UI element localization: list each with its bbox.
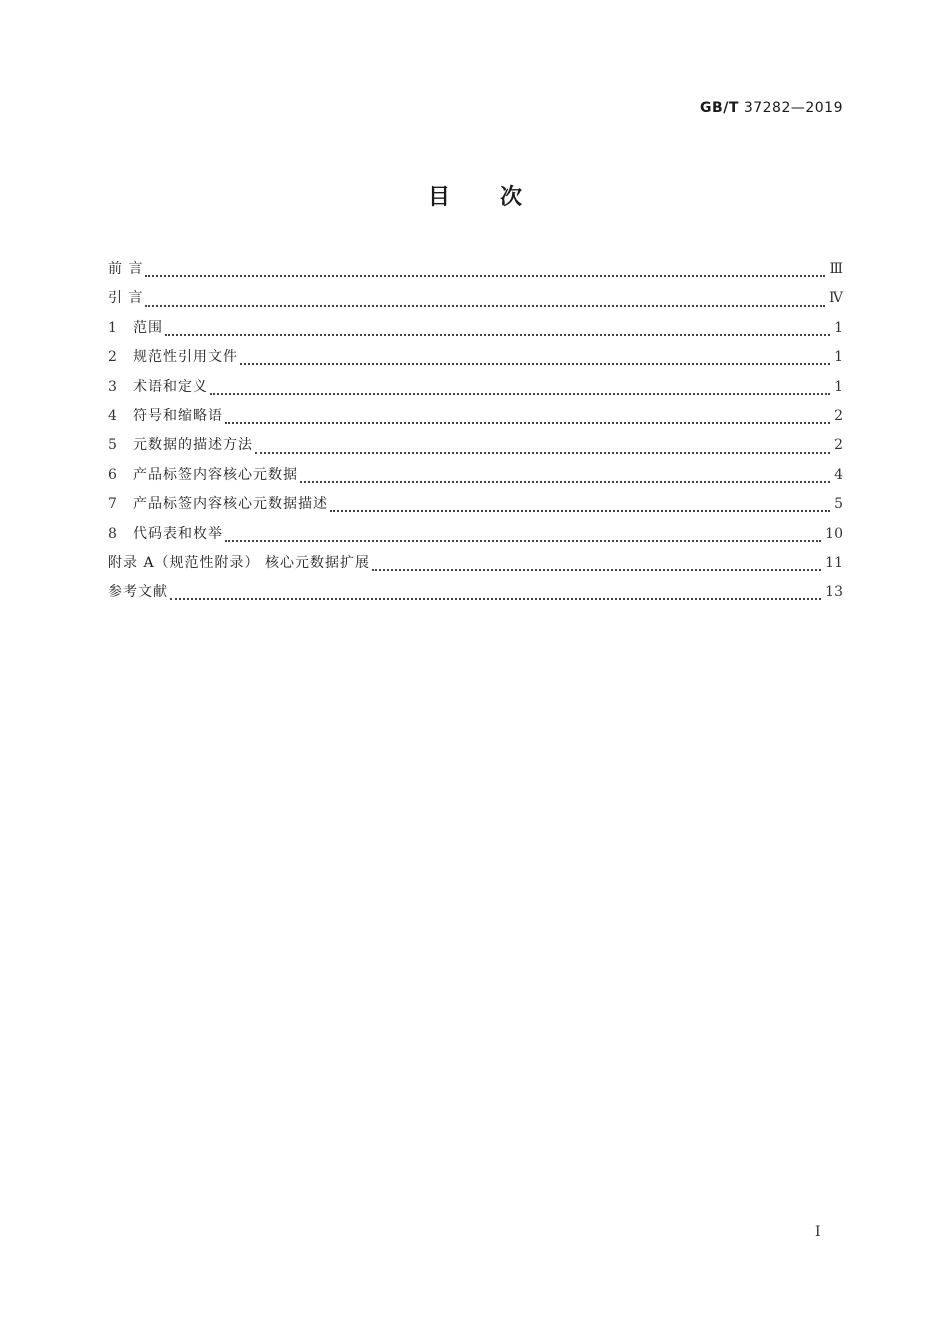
toc-entry-6[interactable] (108, 464, 843, 493)
toc-entry-label: 产品标签内容核心元数据描述 (133, 496, 328, 513)
table-of-contents (108, 258, 843, 611)
toc-entry-number: 7 (108, 496, 117, 513)
toc-entry-page: 13 (825, 584, 843, 601)
dot-leader (372, 568, 821, 571)
toc-entry-8[interactable] (108, 523, 843, 552)
toc-entry-page: Ⅲ (829, 261, 843, 277)
toc-entry-preface[interactable] (108, 258, 843, 287)
standard-number: 37282—2019 (743, 100, 843, 116)
dot-leader (330, 509, 830, 512)
toc-entry-appendix-a[interactable] (108, 552, 843, 581)
dot-leader (225, 539, 821, 542)
toc-entry-page: 1 (834, 349, 843, 366)
toc-entry-number: 5 (108, 437, 117, 454)
toc-entry-page: 2 (834, 407, 843, 424)
toc-entry-page: 1 (834, 378, 843, 395)
toc-entry-page: 11 (825, 554, 843, 571)
dot-leader (255, 451, 830, 454)
toc-entry-label: 代码表和枚举 (133, 525, 223, 542)
toc-entry-number: 4 (108, 407, 117, 424)
toc-entry-page: 2 (834, 437, 843, 454)
toc-entry-number: 3 (108, 378, 117, 395)
toc-entry-label: 术语和定义 (133, 378, 208, 395)
dot-leader (145, 304, 825, 307)
dot-leader (210, 392, 830, 395)
toc-entry-label: 规范性引用文件 (133, 349, 238, 366)
toc-entry-page: 4 (834, 466, 843, 483)
dot-leader (240, 362, 830, 365)
dot-leader (145, 274, 825, 277)
toc-entry-label: 附录 A（规范性附录） 核心元数据扩展 (108, 554, 371, 571)
toc-entry-number: 6 (108, 466, 117, 483)
toc-entry-label: 元数据的描述方法 (133, 437, 253, 454)
toc-entry-page: 10 (825, 525, 843, 542)
toc-entry-introduction[interactable] (108, 287, 843, 316)
toc-entry-label: 前 言 (108, 261, 144, 277)
toc-entry-7[interactable] (108, 493, 843, 522)
dot-leader (165, 333, 830, 336)
toc-entry-5[interactable] (108, 434, 843, 463)
toc-entry-label: 参考文献 (108, 584, 168, 601)
page-title: 目次 (427, 185, 572, 210)
toc-entry-number: 1 (108, 319, 117, 336)
toc-entry-page: 1 (834, 319, 843, 336)
dot-leader (300, 480, 830, 483)
standard-prefix: GB/T (700, 100, 739, 116)
toc-entry-page: Ⅳ (829, 290, 843, 307)
dot-leader (170, 597, 821, 600)
toc-entry-label: 符号和缩略语 (133, 407, 223, 424)
toc-entry-3[interactable] (108, 376, 843, 405)
toc-entry-label: 产品标签内容核心元数据 (133, 466, 298, 483)
toc-entry-1[interactable] (108, 317, 843, 346)
standard-code (700, 100, 843, 116)
toc-entry-label: 范围 (133, 319, 163, 336)
toc-entry-number: 2 (108, 349, 117, 366)
toc-entry-number: 8 (108, 525, 117, 542)
toc-entry-4[interactable] (108, 405, 843, 434)
toc-entry-2[interactable] (108, 346, 843, 375)
toc-entry-label: 引 言 (108, 290, 144, 307)
toc-entry-page: 5 (834, 496, 843, 513)
dot-leader (225, 421, 830, 424)
toc-entry-bibliography[interactable] (108, 581, 843, 610)
page-number: Ⅰ (815, 1224, 821, 1240)
